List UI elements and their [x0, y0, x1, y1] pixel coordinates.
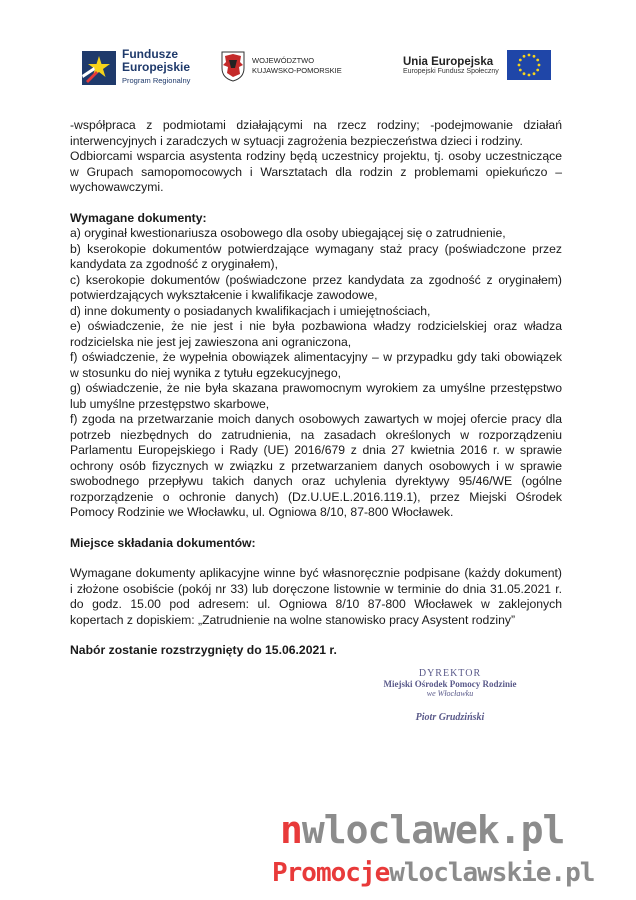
doc-item-e: e) oświadczenie, że nie jest i nie była pozbawiona władzy rodzicielskiej oraz władza rodzicielska nie jest jej zawieszona ani ograniczona, [70, 319, 562, 349]
kp-line2: KUJAWSKO-POMORSKIE [252, 66, 342, 75]
ue-line1: Unia Europejska [403, 55, 494, 68]
ue-line2: Europejski Fundusz Społeczny [403, 67, 499, 75]
watermark-line1-red: n [280, 808, 302, 852]
doc-item-f: f) oświadczenie, że wypełnia obowiązek alimentacyjny – w przypadku gdy taki obowiązek w stosunku do niej wynika z tytułu egzekucyjnego, [70, 350, 562, 380]
doc-item-c: c) kserokopie dokumentów (poświadczone przez kandydata za zgodność z oryginałem) potwierdzających wykształcenie i kwalifikacje zawodowe, [70, 272, 562, 302]
fe-line3: Program Regionalny [122, 76, 191, 85]
watermark-line2-red: Promocje [272, 858, 390, 888]
signature-name: Piotr Grudziński [415, 712, 485, 723]
paragraph-cooperation: -współpraca z podmiotami działającymi na rzecz rodziny; -podejmowanie działań interwencyjnych i zaradczych w sytuacji zagrożenia bezpieczeństwa dzieci i rodziny. [70, 118, 562, 148]
doc-item-d: d) inne dokumenty o posiadanych kwalifikacjach i umiejętnościach, [70, 303, 431, 318]
unia-europejska-logo [403, 50, 551, 80]
doc-item-b: b) kserokopie dokumentów potwierdzające wymagany staż pracy (poświadczone przez kandydata za zgodność z oryginałem), [70, 241, 562, 271]
eu-flag-icon [507, 50, 551, 80]
signature-title: DYREKTOR [418, 668, 482, 679]
kujawsko-pomorskie-logo [220, 50, 342, 82]
doc-item-a: a) oryginał kwestionariusza osobowego dla osoby ubiegającej się o zatrudnienie, [70, 226, 506, 240]
fe-mark-icon [82, 51, 116, 85]
watermark-promocje [272, 858, 594, 888]
voivodeship-coat-of-arms-icon [220, 50, 246, 82]
document-body [70, 118, 562, 659]
fe-line2: Europejskie [122, 60, 191, 74]
doc-item-consent: f) zgoda na przetwarzanie moich danych osobowych zawartych w mojej ofercie pracy dla potrzeb niezbędnych do zatrudnienia, na zasadach określonych w rozporządzeniu Parlamentu Europejskiego i Rady (UE) 2016/679 z dnia 27 kwietnia 2016 r. w sprawie ochrony osób fizycznych w związku z przetwarzaniem danych osobowych i w sprawie swobodnego przepływu takich danych oraz uchylenia dyrektywy 95/46/WE (ogólne rozporządzenie o ochronie danych) (Dz.U.UE.L.2016.119.1), przez Miejski Ośrodek Pomocy Rodzinie we Włocławku, ul. Ogniowa 8/10, 87-800 Włocławek. [70, 412, 562, 519]
submission-place-heading: Miejsce składania dokumentów: [70, 535, 256, 550]
fe-line1: Fundusze [122, 47, 178, 61]
signature-org: Miejski Ośrodek Pomocy Rodzinie [383, 679, 517, 689]
watermark-line1-gray: wloclawek.pl [301, 808, 565, 852]
fundusze-europejskie-logo [82, 48, 190, 87]
signature-city: we Włocławku [426, 689, 474, 698]
director-signature-stamp [360, 668, 540, 748]
paragraph-recipients: Odbiorcami wsparcia asystenta rodziny będą uczestnicy projektu, tj. osoby uczestniczące w Grupach samopomocowych i Warsztatach dla rodzin z problemami opiekuńczo – wychowawczymi. [70, 149, 562, 194]
required-documents-heading: Wymagane dokumenty: [70, 210, 207, 225]
kp-line1: WOJEWÓDZTWO [252, 56, 315, 65]
watermark-nwloclawek [280, 808, 564, 852]
doc-item-g: g) oświadczenie, że nie była skazana prawomocnym wyrokiem za umyślne przestępstwo lub umyślne przestępstwo skarbowe, [70, 381, 562, 411]
watermark-line2-gray: wloclawskie.pl [389, 858, 595, 888]
recruitment-result-date: Nabór zostanie rozstrzygnięty do 15.06.2021 r. [70, 643, 337, 657]
header-logos [0, 40, 636, 100]
submission-instructions: Wymagane dokumenty aplikacyjne winne być własnoręcznie podpisane (każdy dokument) i złożone osobiście (pokój nr 33) lub doręczone listownie w terminie do dnia 31.05.2021 r. do godz. 15.00 pod adresem: ul. Ogniowa 8/10 87-800 Włocławek w zaklejonych kopertach z dopiskiem: „Zatrudnienie na wolne stanowisko pracy Asystent rodziny” [70, 566, 562, 627]
